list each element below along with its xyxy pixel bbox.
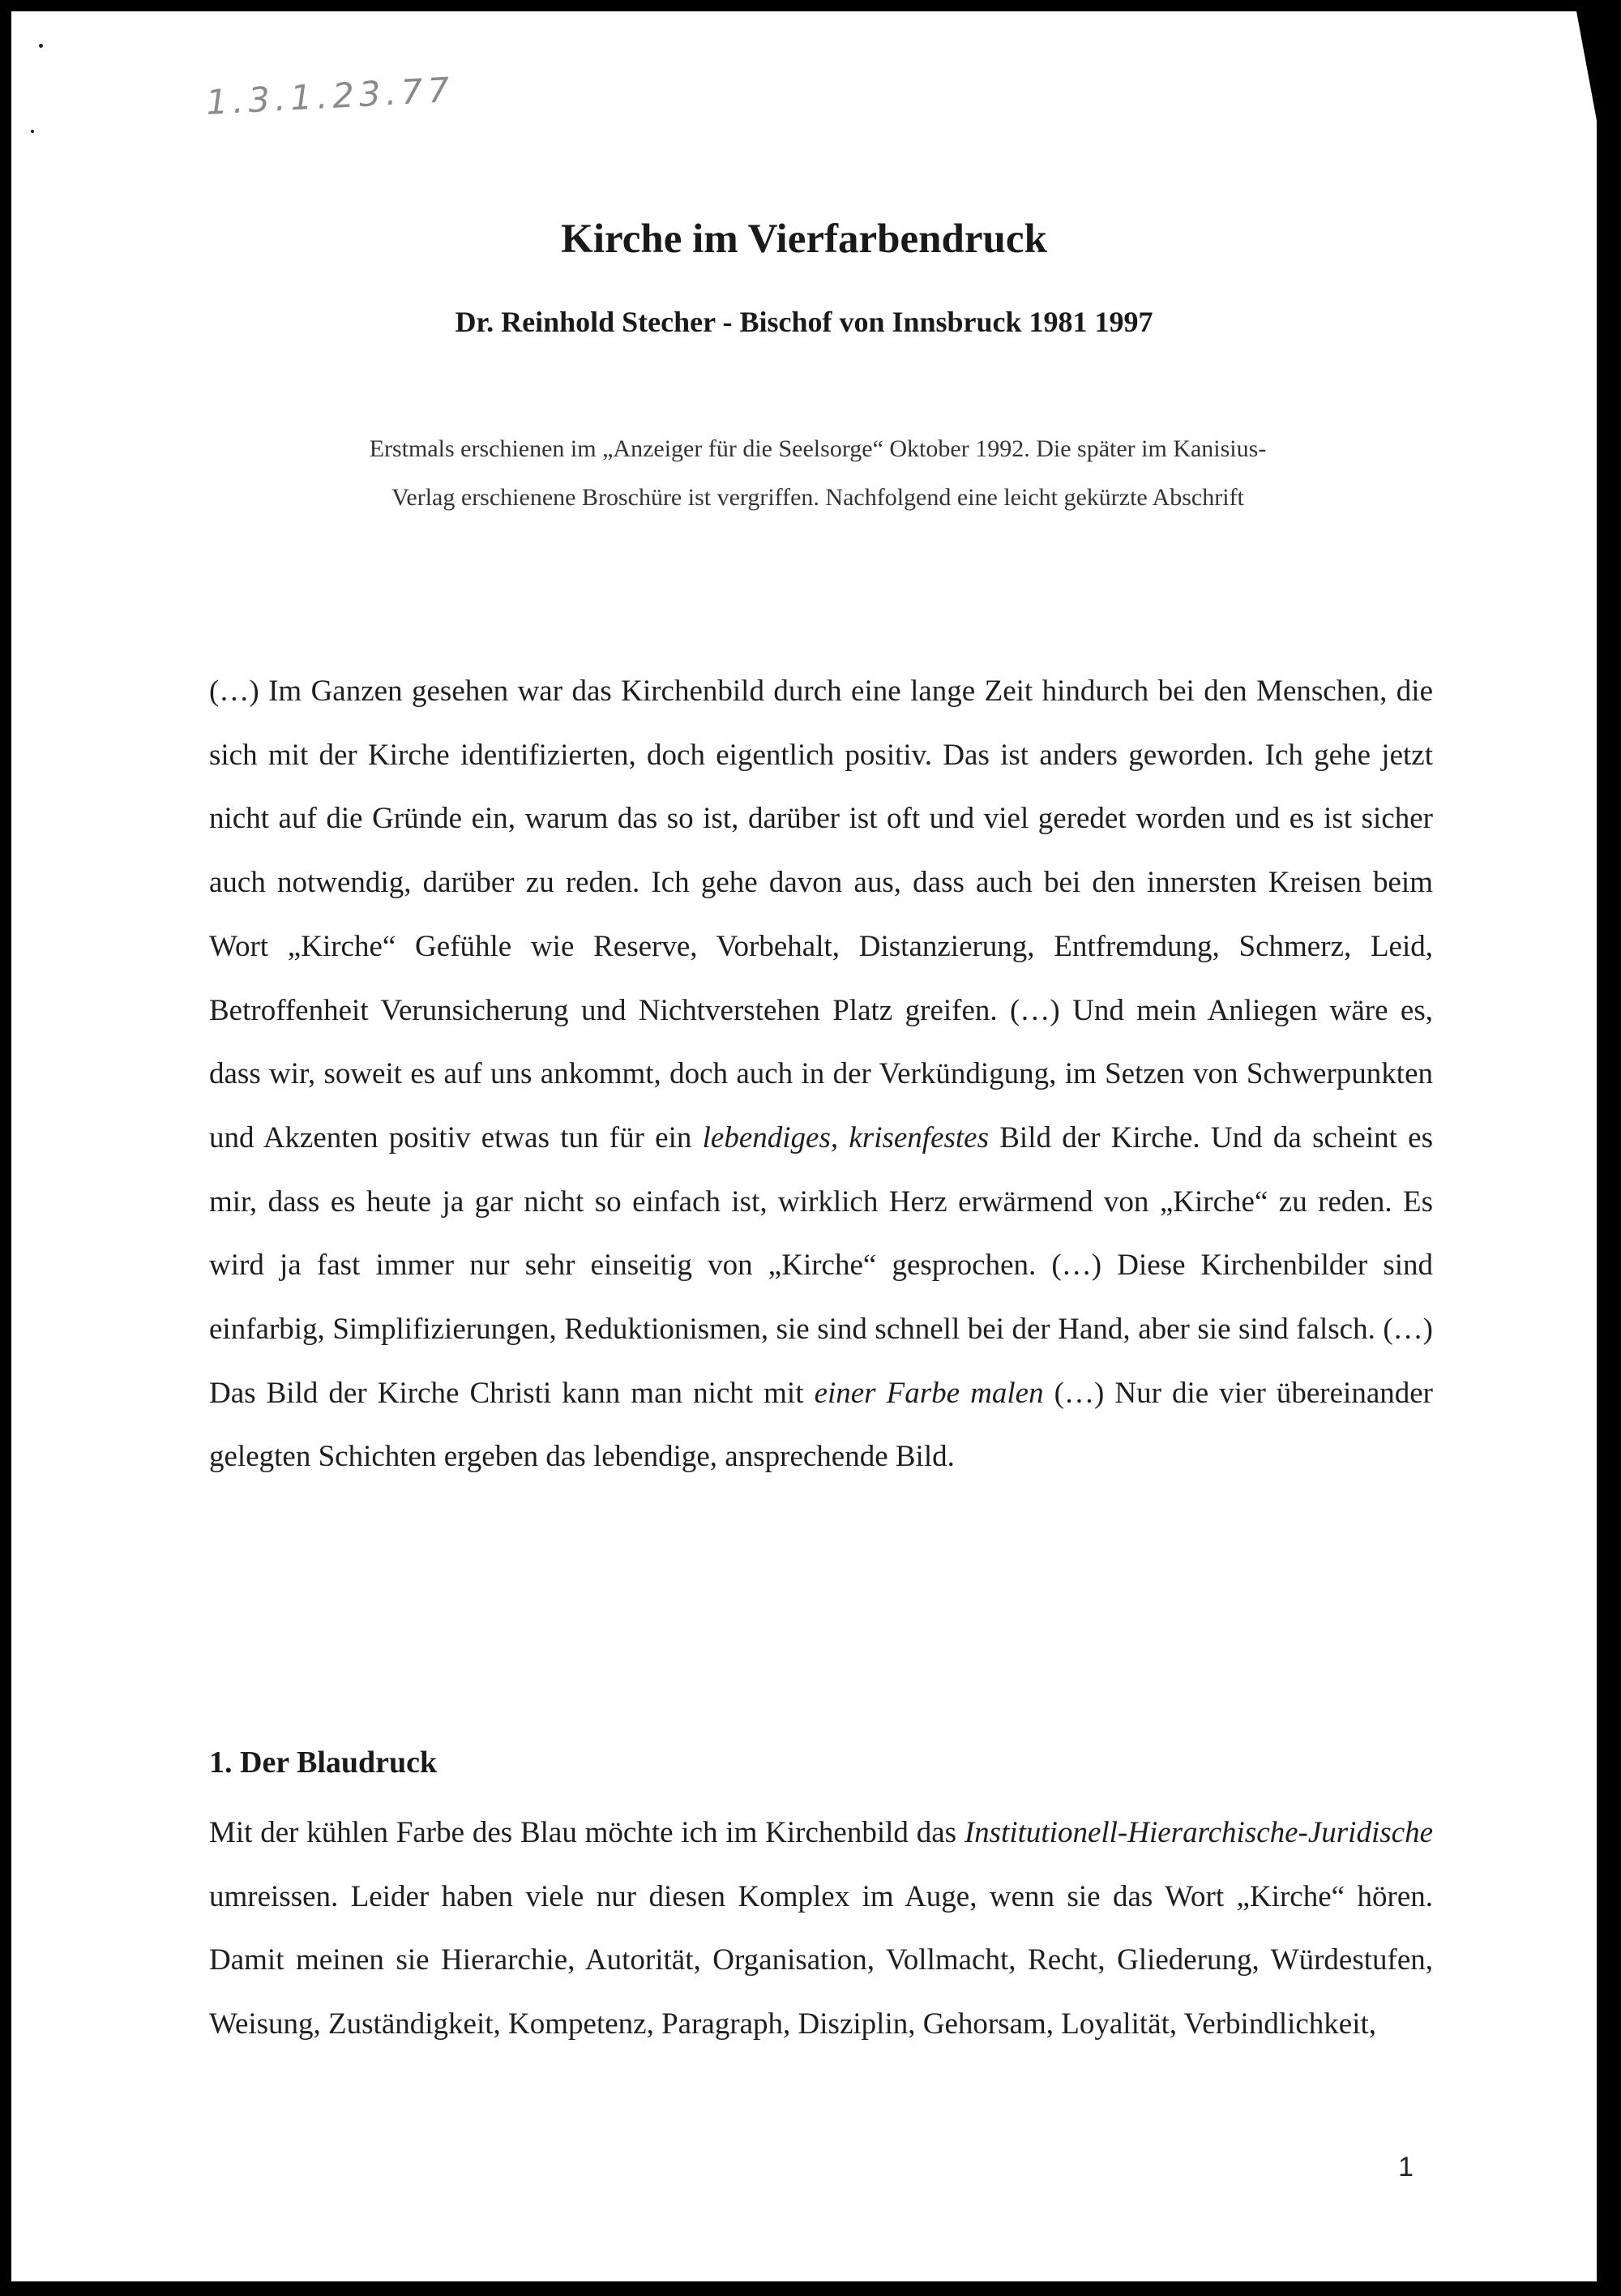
intro-emphasis-1: lebendiges, krisenfestes [702,1120,989,1154]
document-title: Kirche im Vierfarbendruck [561,216,1047,262]
intro-text-part-2: Bild der Kirche. Und da scheint es mir, dass es heute ja gar nicht so einfach ist, wirklich Herz erwärmend von „Kirche“ zu reden. Es wird ja fast immer nur sehr einseitig von „Kirche“ gesprochen. (…) Diese Kirchenbilder sind einfarbig, Simplifizierungen, Reduktionismen, sie sind schnell bei der Hand, aber sie sind falsch. (…) Das Bild der Kirche Christi kann man nicht mit [209,1120,1433,1410]
document-subtitle: Dr. Reinhold Stecher - Bischof von Innsbruck 1981 1997 [455,306,1153,338]
publication-note-line-2: Verlag erschienene Broschüre ist vergriffen. Nachfolgend eine leicht gekürzte Abschrift [391,484,1244,511]
document-page [11,11,1597,2281]
scan-speck [31,130,34,133]
intro-text-part-1: (…) Im Ganzen gesehen war das Kirchenbild durch eine lange Zeit hindurch bei den Menschen, die sich mit der Kirche identifizierten, doch eigentlich positiv. Das ist anders geworden. Ich gehe jetzt nicht auf die Gründe ein, warum das so ist, darüber ist oft und viel geredet worden und es ist sicher auch notwendig, darüber zu reden. Ich gehe davon aus, dass auch bei den innersten Kreisen beim Wort „Kirche“ Gefühle wie Reserve, Vorbehalt, Distanzierung, Entfremdung, Schmerz, Leid, Betroffenheit Verunsicherung und Nichtverstehen Platz greifen. (…) Und mein Anliegen wäre es, dass wir, soweit es auf uns ankommt, doch auch in der Verkündigung, im Setzen von Schwerpunkten und Akzenten positiv etwas tun für ein [209,675,1433,1154]
intro-text-part-3: (…) Nur die vier übereinander gelegten Schichten ergeben das lebendige, ansprechende Bild. [209,1376,1433,1474]
section-1-paragraph [209,1801,1433,2057]
page-number: 1 [1398,2152,1414,2182]
intro-paragraph [209,660,1433,1489]
section-1-emphasis: Institutionell-Hierarchische-Juridische [964,1816,1433,1849]
section-heading-blaudruck: 1. Der Blaudruck [209,1746,438,1780]
section-1-text-part-2: umreissen. Leider haben viele nur diesen Komplex im Auge, wenn sie das Wort „Kirche“ hören. Damit meinen sie Hierarchie, Autorität, Organisation, Vollmacht, Recht, Gliederung, Würdestufen, Weisung, Zuständigkeit, Kompetenz, Paragraph, Disziplin, Gehorsam, Loyalität, Verbindlichkeit, [209,1879,1433,2041]
scan-speck [39,44,43,48]
handwritten-archive-number: 1.3.1.23.77 [204,70,456,122]
publication-note [198,425,1438,522]
section-1-text-part-1: Mit der kühlen Farbe des Blau möchte ich im Kirchenbild das [209,1816,964,1849]
publication-note-line-1: Erstmals erschienen im „Anzeiger für die Seelsorge“ Oktober 1992. Die später im Kanisius- [369,435,1267,462]
scan-edge-shadow [1576,11,1597,125]
intro-emphasis-2: einer Farbe malen [814,1376,1044,1410]
